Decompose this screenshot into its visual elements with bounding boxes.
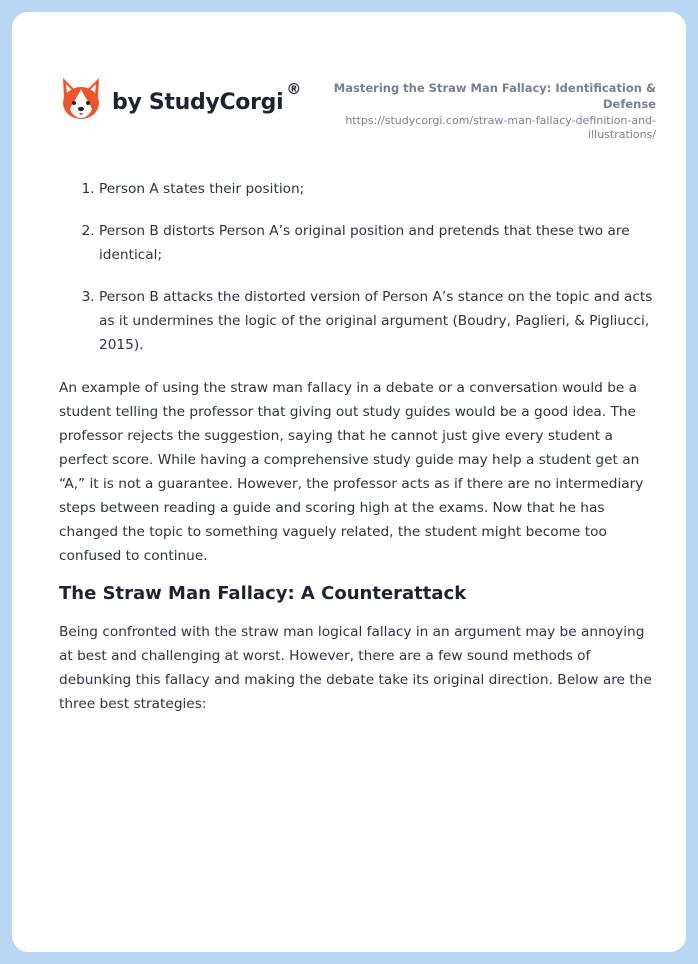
list-item: 3. Person B attacks the distorted version of Person A’s stance on the topic and acts as it undermines the logic of the original argument (Boudry, Paglieri, & Pigliucci, 2015). [99, 285, 659, 357]
steps-list [59, 177, 659, 357]
registered-mark: ® [286, 80, 302, 98]
document-url[interactable]: https://studycorgi.com/straw-man-fallacy-definition-and-illustrations/ [345, 114, 656, 141]
document-page [12, 12, 686, 952]
section-heading: The Straw Man Fallacy: A Counterattack [59, 583, 467, 604]
page-header [60, 76, 656, 146]
corgi-icon [60, 76, 102, 122]
article-body [59, 177, 659, 728]
example-paragraph: An example of using the straw man fallacy in a debate or a conversation would be a student telling the professor that giving out study guides would be a good idea. The professor rejects the suggestion, saying that he cannot just give every student a perfect score. While having a comprehensive study guide may help a student get an “A,” it is not a guarantee. However, the professor acts as if there are no intermediary steps between reading a guide and scoring high at the exams. Now that he has changed the topic to something vaguely related, the student might become too confused to continue. [59, 380, 644, 564]
studycorgi-logo[interactable] [60, 76, 301, 122]
document-meta [296, 80, 656, 142]
intro-paragraph: Being confronted with the straw man logical fallacy in an argument may be annoying at best and challenging at worst. However, there are a few sound methods of debunking this fallacy and making the debate take its original direction. Below are the three best strategies: [59, 624, 652, 712]
document-title: Mastering the Straw Man Fallacy: Identification & Defense [333, 81, 656, 111]
list-item: 1. Person A states their position; [99, 177, 659, 201]
list-item: 2. Person B distorts Person A’s original position and pretends that these two are identical; [99, 219, 659, 267]
brand-name: by StudyCorgi [112, 89, 284, 115]
